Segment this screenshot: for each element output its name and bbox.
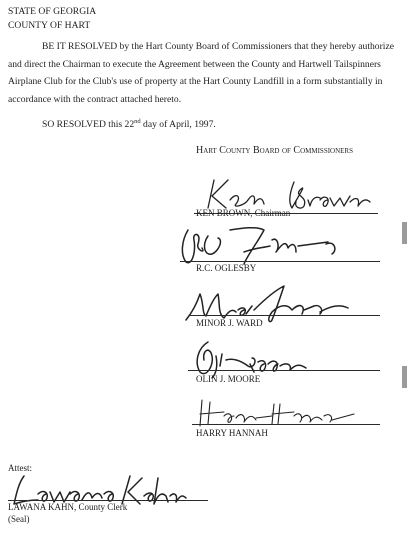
olin-moore-name: OLIN J. MOORE — [196, 374, 261, 384]
scan-edge-mark — [402, 366, 407, 388]
minor-ward-name: MINOR J. WARD — [196, 318, 263, 328]
county-heading: COUNTY OF HART — [8, 20, 91, 31]
ken-brown-signature — [200, 172, 380, 212]
lawana-kahn-name: LAWANA KAHN, County Clerk — [8, 502, 128, 512]
resolution-paragraph: BE IT RESOLVED by the Hart County Board of Commissioners that they hereby authorize and direct the Chairman to execute the Agreement between the County and Hartwell Tailspinners Airplane Club for the Club's use of property at the Hart County Landfill in a form substantially in accordance with the contract attached hereto. — [8, 41, 394, 105]
seal-label: (Seal) — [8, 514, 30, 524]
harry-hannah-signature-line — [192, 424, 380, 425]
board-heading: Hart County Board of Commissioners — [196, 145, 353, 156]
resolved-suffix: day of April, 1997. — [140, 119, 216, 131]
attest-label: Attest: — [8, 463, 32, 473]
minor-ward-signature-line — [190, 315, 380, 316]
scan-edge-mark — [402, 222, 407, 244]
olin-moore-signature-line — [188, 370, 380, 371]
lawana-kahn-signature-line — [8, 500, 208, 501]
resolved-date-line — [42, 118, 216, 131]
resolved-prefix: SO RESOLVED this 22 — [42, 119, 135, 131]
rc-oglesby-signature-line — [180, 261, 380, 262]
harry-hannah-name: HARRY HANNAH — [196, 428, 268, 438]
state-heading: STATE OF GEORGIA — [8, 6, 97, 17]
ken-brown-name: KEN BROWN, Chairman — [196, 208, 291, 218]
rc-oglesby-name: R.C. OGLESBY — [196, 263, 257, 273]
resolved-ordinal: nd — [134, 118, 141, 125]
